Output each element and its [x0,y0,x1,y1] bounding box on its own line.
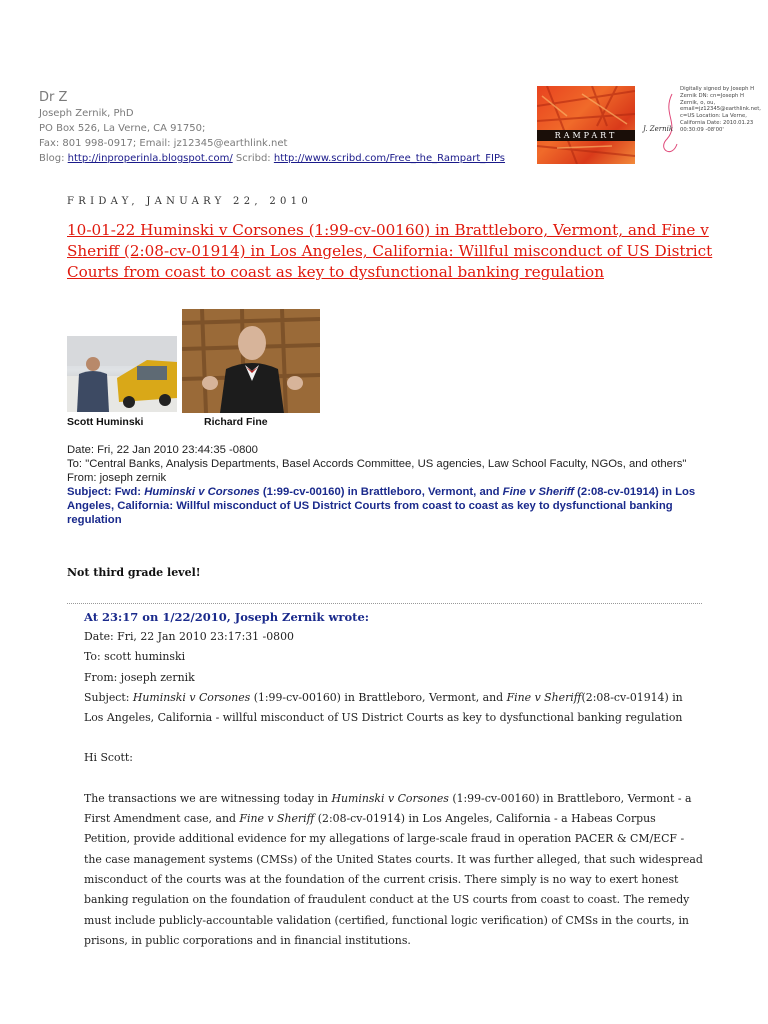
digital-signature-block: Digitally signed by Joseph H Zernik DN: cn=Joseph H Zernik, o, ou, email=jz12345@earthlink.net, c=US Location: La Verne, California Date: 2010.01.23 00:30:09 -08'00' [680,86,761,133]
email-subject-prefix: Subject: Fwd: [67,486,145,498]
quoted-body-c: (2:08-cv-01914) in Los Angeles, California - a Habeas Corpus Petition, provide additional evidence for my allegations of large-scale fraud in operation PACER & CM/ECF - the case management systems (CMSs) of the United States courts. It was further alleged, that such widespread misconduct of the courts was at the foundation of the current crisis. There simply is no way to exert honest banking regulation on the foundation of fraudulent conduct at the US courts from coast to coast. The remedy must include publicly-accountable validation (certified, functional logic verification) of CMSs in the courts, in prisons, in public corporations and in financial institutions. [84,812,703,947]
author-full-name: Joseph Zernik, PhD [39,108,134,119]
quoted-body [84,789,704,951]
email-to: To: "Central Banks, Analysis Departments, Basel Accords Committee, US agencies, Law School Faculty, NGOs, and others" [67,458,687,470]
signature-scribble-text: J. Zernik [643,125,674,133]
scribd-link[interactable]: http://www.scribd.com/Free_the_Rampart_FIPs [273,153,506,164]
comment-line: Not third grade level! [67,566,201,579]
photo-richard-fine [182,309,320,413]
quoted-to: To: scott huminski [84,650,186,664]
quoted-body-case1: Huminski v Corsones [331,791,449,805]
rampart-logo [537,86,635,164]
spacer [84,769,704,789]
fine-photo-art [182,309,320,413]
photo-scott-huminski [67,336,177,412]
email-from: From: joseph zernik [67,472,167,484]
quoted-greeting: Hi Scott: [84,751,133,765]
blog-link[interactable]: http://inproperinla.blogspot.com/ [67,153,233,164]
rampart-pattern [537,86,635,164]
email-subject-case2: Fine v Sheriff [502,486,575,498]
email-date: Date: Fri, 22 Jan 2010 23:44:35 -0800 [67,444,258,456]
caption-richard-fine: Richard Fine [204,416,268,428]
quoted-email [84,627,704,951]
scribd-label: Scribd: [235,153,271,164]
quoted-subject-mid: (1:99-cv-00160) in Brattleboro, Vermont, and [250,690,507,704]
quoted-subject-case1: Huminski v Corsones [132,690,251,704]
quoted-subject-case2: Fine v Sheriff [506,690,582,704]
rampart-logo-text: RAMPART [554,131,618,140]
email-metadata [67,443,707,527]
post-title-link[interactable]: 10-01-22 Huminski v Corsones (1:99-cv-00160) in Brattleboro, Vermont, and Fine v Sheriff (2:08-cv-01914) in Los Angeles, California: Willful misconduct of US District Courts from coast to coast as key to dysfunctional banking regulation [67,221,713,281]
quoted-date: Date: Fri, 22 Jan 2010 23:17:31 -0800 [84,630,294,643]
blog-label: Blog: [39,153,65,164]
quoted-subject-prefix: Subject: [84,690,133,704]
signature-scribble [642,84,682,164]
caption-scott-huminski: Scott Huminski [67,416,144,428]
quoted-body-case2: Fine v Sheriff [239,812,315,826]
quoted-header: At 23:17 on 1/22/2010, Joseph Zernik wrote: [84,610,370,624]
email-subject-rest: (2:08-cv-01914) in Los Angeles, California: Willful misconduct of US District Courts from coast to coast as key to dysfunctional banking regulation [67,486,696,526]
huminski-photo-art [67,336,177,412]
author-contact: Fax: 801 998-0917; Email: jz12345@earthlink.net [39,138,288,149]
quoted-body-a: The transactions we are witnessing today in [84,791,332,805]
quote-divider [67,603,702,604]
quoted-subject [84,688,704,729]
email-subject-mid: (1:99-cv-00160) in Brattleboro, Vermont, and [259,486,503,498]
letterhead [39,90,505,166]
email-subject-case1: Huminski v Corsones [144,486,260,498]
quoted-body-b: (1:99-cv-00160) in Brattleboro, Vermont - a First Amendment case, and [84,791,692,826]
author-short-name: Dr Z [39,90,68,105]
author-links [39,151,505,166]
spacer [84,728,704,748]
quoted-subject-rest: (2:08-cv-01914) in Los Angeles, California - willful misconduct of US District Courts as key to dysfunctional banking regulation [84,690,683,725]
author-address: PO Box 526, La Verne, CA 91750; [39,123,206,134]
quoted-from: From: joseph zernik [84,670,195,684]
email-subject [67,485,707,527]
post-date: FRIDAY, JANUARY 22, 2010 [67,196,312,207]
